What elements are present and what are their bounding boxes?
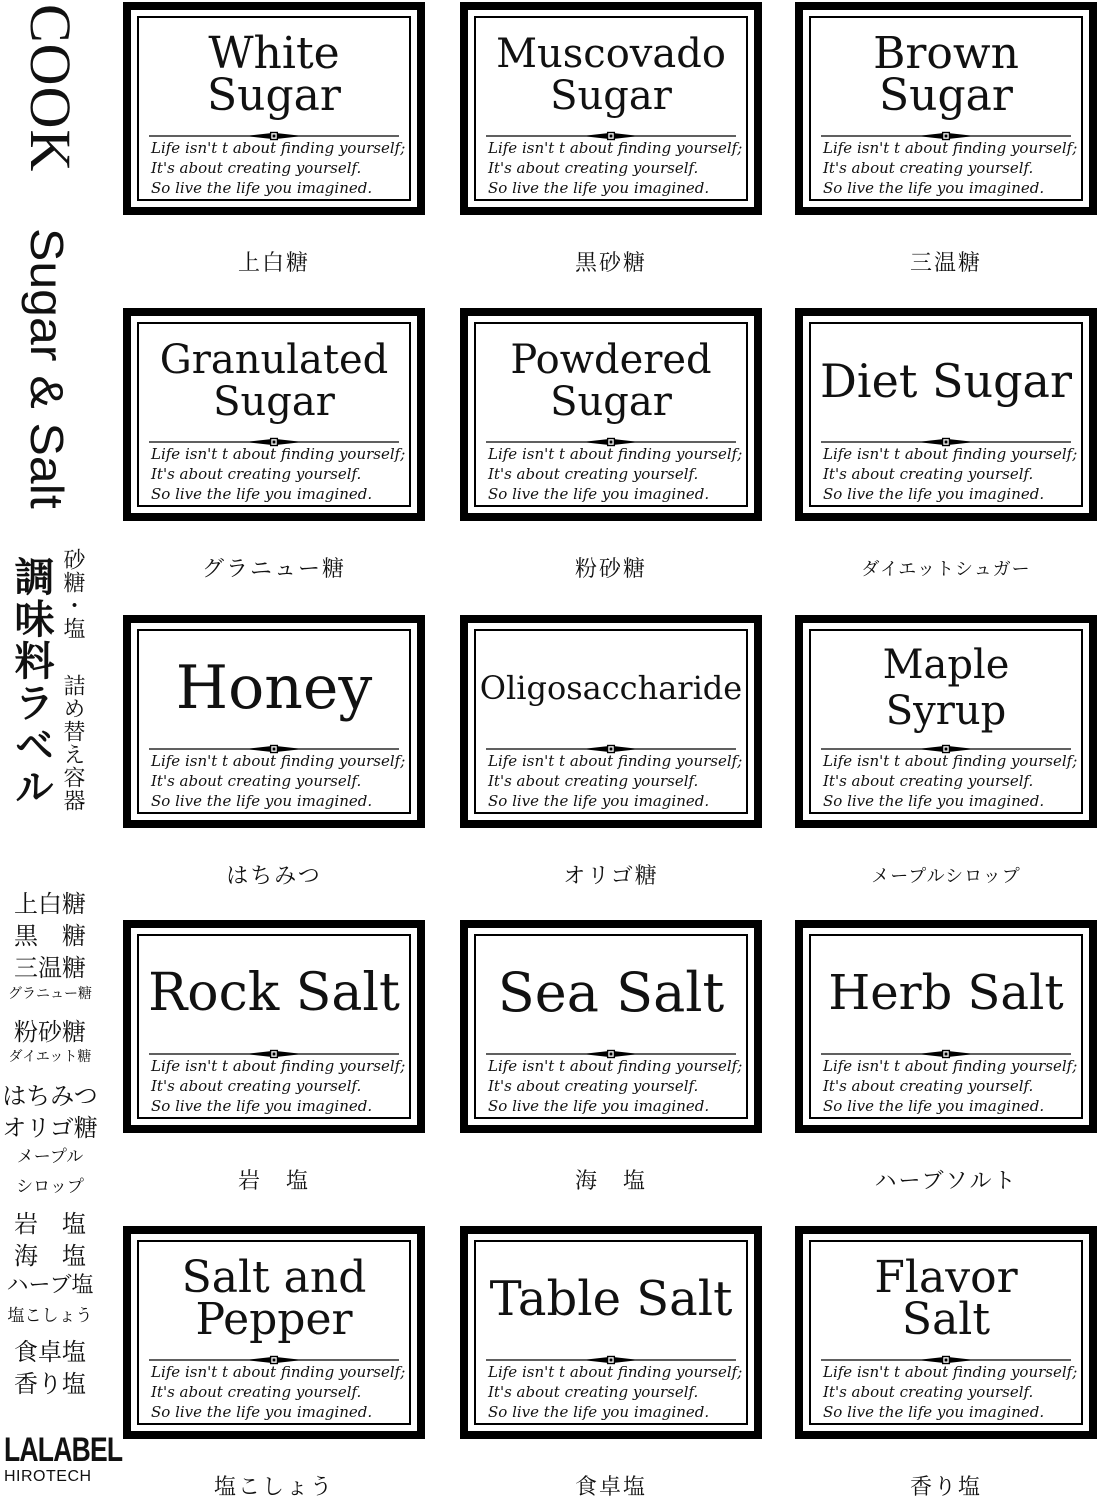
motto-line: So live the life you imagined.: [823, 485, 1045, 503]
ornament-divider: [486, 1350, 736, 1360]
index-item: 黒 糖: [14, 922, 86, 950]
label-caption: 上白糖: [237, 251, 310, 276]
index-item: メープル: [16, 1147, 84, 1167]
motto-line: Life isn't t about finding yourself;: [151, 445, 406, 463]
label-title-line: Brown: [873, 28, 1019, 79]
label-inner-frame: [474, 934, 748, 1119]
label-motto: [823, 138, 1078, 198]
label-title-line: Sea Salt: [497, 961, 725, 1024]
label-title-line: Diet Sugar: [820, 354, 1072, 408]
label-motto: [823, 751, 1078, 811]
label-caption: メープルシロップ: [871, 866, 1021, 887]
label-motto: [823, 1056, 1078, 1116]
index-item: 食卓塩: [14, 1338, 86, 1366]
index-item: 岩 塩: [14, 1210, 86, 1238]
motto-line: It's about creating yourself.: [151, 465, 362, 483]
motto-line: It's about creating yourself.: [488, 159, 699, 177]
motto-line: So live the life you imagined.: [488, 1097, 710, 1115]
label-card: [123, 1226, 425, 1439]
label-motto: [151, 138, 406, 198]
motto-line: So live the life you imagined.: [151, 1403, 373, 1421]
motto-line: It's about creating yourself.: [151, 1383, 362, 1401]
label-card: [460, 2, 762, 215]
motto-line: So live the life you imagined.: [488, 179, 710, 197]
ornament-divider: [149, 432, 399, 442]
label-title: [139, 1254, 409, 1344]
label-motto: [823, 1362, 1078, 1422]
ornament-divider: [486, 126, 736, 136]
index-item: はちみつ: [2, 1082, 98, 1110]
refill-container-subheading: 詰め替え容器: [60, 674, 85, 812]
label-card: [460, 1226, 762, 1439]
label-title: [139, 643, 409, 733]
label-card: [795, 920, 1097, 1133]
motto-line: So live the life you imagined.: [488, 792, 710, 810]
index-item: 塩こしょう: [7, 1306, 93, 1326]
label-card: [795, 1226, 1097, 1439]
label-motto: [151, 751, 406, 811]
motto-line: It's about creating yourself.: [823, 1077, 1034, 1095]
label-card: [795, 308, 1097, 521]
label-title-line: White: [208, 28, 340, 79]
label-caption: 海 塩: [574, 1169, 647, 1194]
index-item: 粉砂糖: [14, 1018, 86, 1046]
motto-line: Life isn't t about finding yourself;: [823, 139, 1078, 157]
motto-line: Life isn't t about finding yourself;: [488, 445, 743, 463]
motto-line: It's about creating yourself.: [823, 159, 1034, 177]
label-card: [123, 615, 425, 828]
label-title: [811, 336, 1081, 426]
label-caption: 岩 塩: [237, 1169, 310, 1194]
index-item: グラニュー糖: [8, 986, 92, 1002]
label-motto: [151, 1362, 406, 1422]
ornament-divider: [149, 1044, 399, 1054]
motto-line: Life isn't t about finding yourself;: [488, 1057, 743, 1075]
ornament-divider: [149, 126, 399, 136]
label-caption: 食卓塩: [574, 1475, 647, 1500]
motto-line: Life isn't t about finding yourself;: [151, 752, 406, 770]
label-title: [811, 1254, 1081, 1344]
label-caption: 三温糖: [909, 251, 982, 276]
label-title: [476, 948, 746, 1038]
label-card: [795, 2, 1097, 215]
label-title-line: Muscovado: [496, 31, 726, 77]
motto-line: Life isn't t about finding yourself;: [488, 139, 743, 157]
label-motto: [823, 444, 1078, 504]
label-card: [460, 615, 762, 828]
label-inner-frame: [809, 934, 1083, 1119]
motto-line: So live the life you imagined.: [151, 792, 373, 810]
motto-line: So live the life you imagined.: [488, 485, 710, 503]
motto-line: So live the life you imagined.: [151, 1097, 373, 1115]
cook-heading: COOK: [18, 4, 83, 173]
label-title-line: Honey: [175, 653, 373, 723]
label-caption: 香り塩: [909, 1475, 982, 1500]
label-title-line: Rock Salt: [148, 963, 400, 1023]
index-item: 三温糖: [14, 954, 86, 982]
label-title: [139, 336, 409, 426]
index-item: ダイエット糖: [8, 1049, 92, 1065]
index-item: 香り塩: [14, 1370, 86, 1398]
label-title: [476, 336, 746, 426]
motto-line: So live the life you imagined.: [823, 179, 1045, 197]
label-title-line: Salt: [901, 1294, 991, 1345]
ornament-divider: [486, 1044, 736, 1054]
motto-line: So live the life you imagined.: [151, 179, 373, 197]
label-motto: [488, 444, 743, 504]
label-title-line: Table Salt: [489, 1271, 733, 1327]
label-caption: オリゴ糖: [563, 864, 659, 889]
motto-line: It's about creating yourself.: [151, 772, 362, 790]
label-title-line: Granulated: [159, 337, 389, 383]
motto-line: It's about creating yourself.: [488, 465, 699, 483]
label-caption: 黒砂糖: [574, 251, 647, 276]
motto-line: Life isn't t about finding yourself;: [151, 1057, 406, 1075]
motto-line: So live the life you imagined.: [823, 792, 1045, 810]
label-motto: [488, 751, 743, 811]
index-item: オリゴ糖: [2, 1114, 98, 1142]
motto-line: It's about creating yourself.: [488, 1077, 699, 1095]
motto-line: Life isn't t about finding yourself;: [823, 445, 1078, 463]
label-inner-frame: [137, 1240, 411, 1425]
label-title-line: Sugar: [550, 73, 672, 119]
label-title: [811, 643, 1081, 733]
ornament-divider: [486, 432, 736, 442]
ornament-divider: [821, 432, 1071, 442]
motto-line: It's about creating yourself.: [488, 1383, 699, 1401]
label-inner-frame: [474, 16, 748, 201]
motto-line: Life isn't t about finding yourself;: [488, 1363, 743, 1381]
label-title-line: Herb Salt: [828, 965, 1064, 1021]
motto-line: It's about creating yourself.: [823, 1383, 1034, 1401]
label-title-line: Sugar: [550, 379, 672, 425]
label-title-line: Sugar: [879, 70, 1013, 121]
label-caption: グラニュー糖: [201, 557, 346, 582]
label-motto: [488, 1056, 743, 1116]
label-title-line: Maple Syrup: [882, 642, 1010, 734]
label-title-line: Sugar: [213, 379, 335, 425]
motto-line: Life isn't t about finding yourself;: [151, 139, 406, 157]
motto-line: Life isn't t about finding yourself;: [151, 1363, 406, 1381]
motto-line: Life isn't t about finding yourself;: [488, 752, 743, 770]
sugar-salt-heading: Sugar & Salt: [20, 228, 73, 509]
side-panel: [0, 0, 123, 1500]
label-inner-frame: [137, 322, 411, 507]
motto-line: So live the life you imagined.: [823, 1097, 1045, 1115]
motto-line: It's about creating yourself.: [823, 465, 1034, 483]
ornament-divider: [821, 739, 1071, 749]
motto-line: Life isn't t about finding yourself;: [823, 752, 1078, 770]
label-title: [139, 948, 409, 1038]
label-card: [123, 308, 425, 521]
index-item: ハーブ塩: [6, 1273, 94, 1298]
label-title-line: Oligosaccharide: [479, 669, 743, 707]
label-caption: 粉砂糖: [574, 557, 647, 582]
seasoning-label-heading: 調味料ラベル: [8, 556, 55, 808]
motto-line: It's about creating yourself.: [823, 772, 1034, 790]
ornament-divider: [821, 1044, 1071, 1054]
index-item: 海 塩: [14, 1242, 86, 1270]
label-inner-frame: [137, 629, 411, 814]
label-inner-frame: [809, 1240, 1083, 1425]
ornament-divider: [821, 126, 1071, 136]
label-caption: はちみつ: [226, 864, 322, 889]
motto-line: Life isn't t about finding yourself;: [823, 1057, 1078, 1075]
label-card: [795, 615, 1097, 828]
label-caption: ダイエットシュガー: [861, 559, 1031, 580]
motto-line: So live the life you imagined.: [151, 485, 373, 503]
ornament-divider: [821, 1350, 1071, 1360]
ornament-divider: [149, 739, 399, 749]
ornament-divider: [149, 1350, 399, 1360]
index-item: 上白糖: [14, 890, 86, 918]
label-card: [123, 2, 425, 215]
label-inner-frame: [137, 16, 411, 201]
motto-line: It's about creating yourself.: [151, 1077, 362, 1095]
motto-line: It's about creating yourself.: [151, 159, 362, 177]
label-card: [460, 308, 762, 521]
label-title: [476, 1254, 746, 1344]
label-inner-frame: [809, 16, 1083, 201]
ornament-divider: [486, 739, 736, 749]
label-inner-frame: [809, 322, 1083, 507]
label-title-line: Powdered: [510, 337, 712, 383]
label-inner-frame: [474, 1240, 748, 1425]
label-motto: [488, 138, 743, 198]
sugar-salt-subheading: 砂糖・塩: [60, 548, 85, 640]
brand-name: LALABEL: [4, 1431, 123, 1469]
label-title-line: Pepper: [195, 1294, 353, 1345]
label-card: [123, 920, 425, 1133]
label-inner-frame: [474, 322, 748, 507]
label-title: [811, 948, 1081, 1038]
motto-line: Life isn't t about finding yourself;: [823, 1363, 1078, 1381]
label-inner-frame: [137, 934, 411, 1119]
index-item: シロップ: [16, 1177, 84, 1197]
label-motto: [151, 1056, 406, 1116]
label-title: [139, 30, 409, 120]
brand-company: HIROTECH: [4, 1468, 92, 1485]
label-title-line: Sugar: [207, 70, 341, 121]
label-motto: [151, 444, 406, 504]
motto-line: It's about creating yourself.: [488, 772, 699, 790]
label-inner-frame: [809, 629, 1083, 814]
label-motto: [488, 1362, 743, 1422]
label-title: [476, 30, 746, 120]
motto-line: So live the life you imagined.: [823, 1403, 1045, 1421]
label-title-line: Salt and: [181, 1252, 367, 1303]
label-title: [811, 30, 1081, 120]
brand-logo: [0, 1431, 123, 1486]
label-caption: 塩こしょう: [213, 1475, 334, 1500]
label-caption: ハーブソルト: [874, 1169, 1018, 1194]
label-title: [476, 643, 746, 733]
label-inner-frame: [474, 629, 748, 814]
label-card: [460, 920, 762, 1133]
motto-line: So live the life you imagined.: [488, 1403, 710, 1421]
label-title-line: Flavor: [874, 1252, 1018, 1303]
